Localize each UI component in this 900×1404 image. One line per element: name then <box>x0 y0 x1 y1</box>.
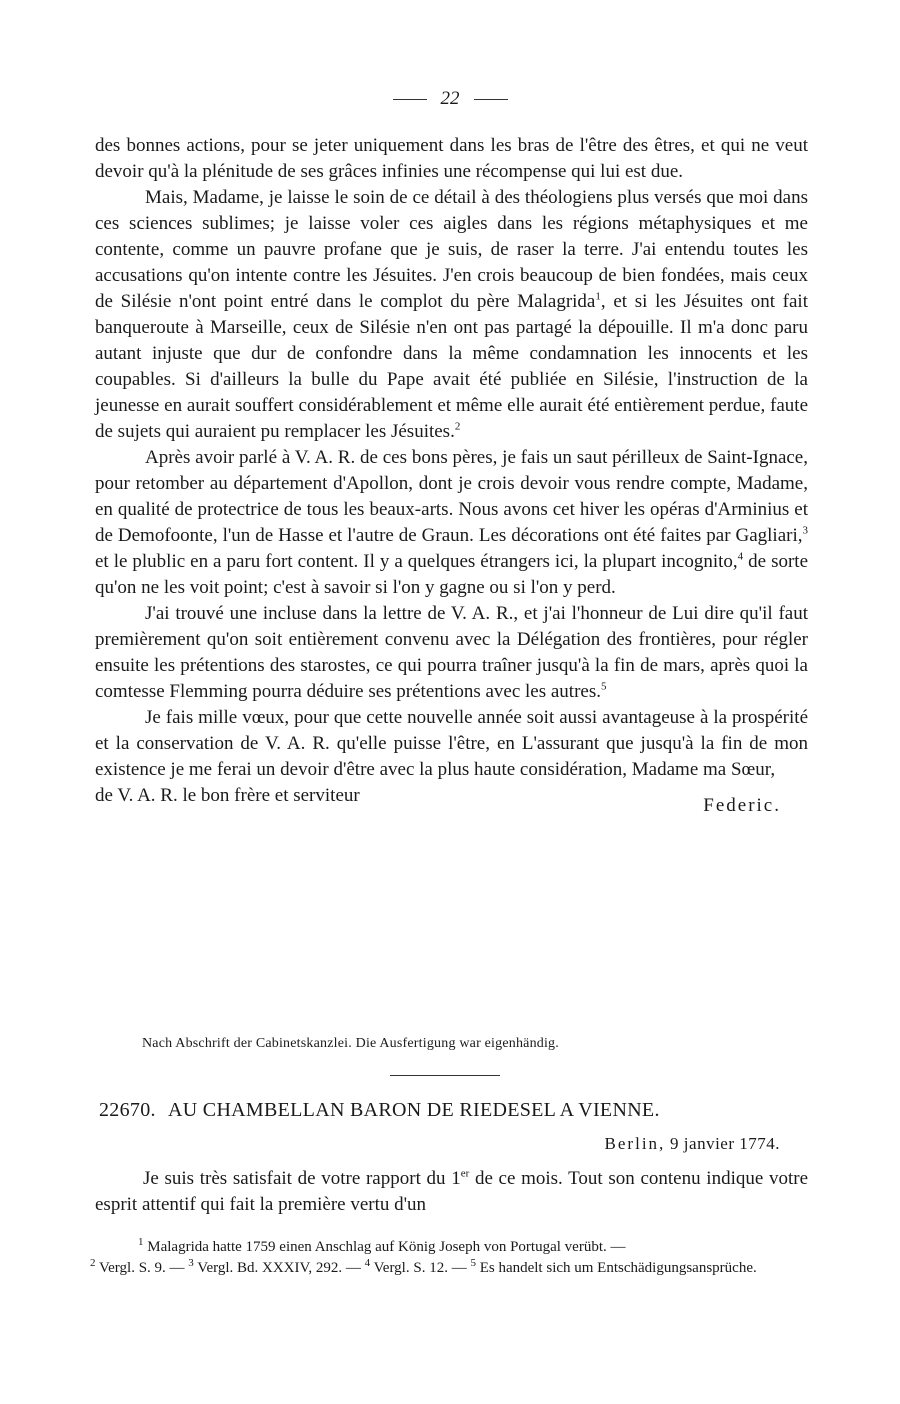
footnote-ref: 1 <box>595 290 601 303</box>
paragraph-text: Mais, Madame, je laisse le soin de ce détail à des théologiens plus versés que moi dans ces sciences sublimes; je laisse voler ces aigles dans les régions métaphysiques et me contente, comme un pauvre profane que je suis, de raser la terre. J'ai entendu toutes les accusations qu'on intente contre les Jésuites. J'en crois beaucoup de bien fondées, mais ceux de Silésie n'ont point entré dans le complot du père Malagrida <box>95 187 808 312</box>
paragraph: Je fais mille vœux, pour que cette nouvelle année soit aussi avantageuse à la prospérité et la conservation de V. A. R. qu'elle puisse l'être, en L'assurant que jusqu'à la fin de mon existence je me ferai un devoir d'être avec la plus haute considération, Madame ma Sœur, <box>95 707 808 780</box>
paragraph <box>95 1166 808 1218</box>
letter-heading <box>99 1099 809 1122</box>
dateline-place: Berlin, <box>604 1134 666 1153</box>
header-rule-right <box>474 99 508 100</box>
footnote-text: Malagrida hatte 1759 einen Anschlag auf König Joseph von Portugal verübt. — <box>143 1239 626 1255</box>
footnote-ref: 3 <box>802 524 808 537</box>
ordinal-suffix: er <box>460 1167 470 1180</box>
footnote-mark: 2 <box>90 1257 96 1269</box>
main-text <box>95 133 809 816</box>
section-divider <box>390 1075 500 1076</box>
paragraph-text: Après avoir parlé à V. A. R. de ces bons pères, je fais un saut périlleux de Saint-Ignace, pour retomber au département d'Apollon, dont je crois devoir vous rendre compte, Madame, en qualité de protectrice de tous les beaux-arts. Nous avons cet hiver les opéras d'Arminius et de Demofoonte, l'un de Hasse et l'autre de Graun. Les décorations ont été faites par Gagliari, <box>95 447 808 546</box>
footnotes <box>90 1237 808 1279</box>
paragraph <box>95 601 808 705</box>
paragraph <box>95 445 808 601</box>
paragraph <box>95 185 808 445</box>
paragraph-text: de ce mois. Tout son contenu indique votre esprit attentif qui fait la première vertu d'un <box>95 1168 808 1215</box>
page-header <box>0 88 900 110</box>
footnote-ref: 5 <box>601 680 607 693</box>
footnote-mark: 3 <box>188 1257 194 1269</box>
dateline <box>605 1134 780 1154</box>
footnote-ref: 4 <box>737 550 744 563</box>
letter-number: 22670. <box>99 1099 156 1121</box>
footnote-text: Vergl. S. 9. — <box>95 1260 189 1276</box>
footnote-text: Vergl. S. 12. — <box>370 1260 471 1276</box>
footnote <box>90 1237 808 1258</box>
footnote-text: Vergl. Bd. XXXIV, 292. — <box>193 1260 365 1276</box>
letter-text <box>95 1166 808 1218</box>
letter-title: AU CHAMBELLAN BARON DE RIEDESEL A VIENNE. <box>168 1099 660 1121</box>
footnote-ref: 2 <box>454 420 461 433</box>
paragraph-text: Je suis très satisfait de votre rapport du 1 <box>143 1168 461 1189</box>
page-number: 22 <box>440 88 460 109</box>
footnote <box>90 1258 808 1279</box>
paragraph-text: J'ai trouvé une incluse dans la lettre de V. A. R., et j'ai l'honneur de Lui dire qu'il faut premièrement qu'on soit entièrement convenu avec la Délégation des frontières, pour régler ensuite les prétentions des starostes, ce qui pourra traîner jusqu'à la fin de mars, après quoi la comtesse Flemming pourra déduire ses prétentions avec les autres. <box>95 603 808 702</box>
paragraph-text: , et si les Jésuites ont fait banqueroute à Marseille, ceux de Silésie n'en ont pas partagé la dépouille. Il m'a donc paru autant injuste que dur de confondre dans la même condamnation les innocents et les coupables. Si d'ailleurs la bulle du Pape avait été publiée en Silésie, l'instruction de la jeunesse en aurait souffert considérablement et même elle aurait été entièrement perdue, faute de sujets qui auraient pu remplacer les Jésuites. <box>95 291 808 442</box>
paragraph-text: de sorte qu'on ne les voit point; c'est à savoir si l'on y gagne ou si l'on y perd. <box>95 551 809 598</box>
header-rule-left <box>393 99 427 100</box>
footnote-mark: 4 <box>364 1257 371 1269</box>
dateline-date: 9 janvier 1774. <box>670 1134 780 1153</box>
footnote-mark: 5 <box>470 1257 476 1269</box>
footnote-mark: 1 <box>138 1236 144 1248</box>
source-note: Nach Abschrift der Cabinetskanzlei. Die Ausfertigung war eigenhändig. <box>142 1036 559 1051</box>
footnote-text: Es handelt sich um Entschädigungsansprüche. <box>475 1260 757 1276</box>
paragraph-text: et le plublic en a paru fort content. Il y a quelques étrangers ici, la plupart incognito, <box>95 551 738 572</box>
closing-formula: de V. A. R. le bon frère et serviteur <box>95 785 360 806</box>
closing-line <box>95 783 808 816</box>
signature: Federic. <box>703 795 781 816</box>
paragraph: des bonnes actions, pour se jeter uniquement dans les bras de l'être des êtres, et qui ne veut devoir qu'à la plénitude de ses grâces infinies une récompense qui lui est due. <box>95 135 808 182</box>
